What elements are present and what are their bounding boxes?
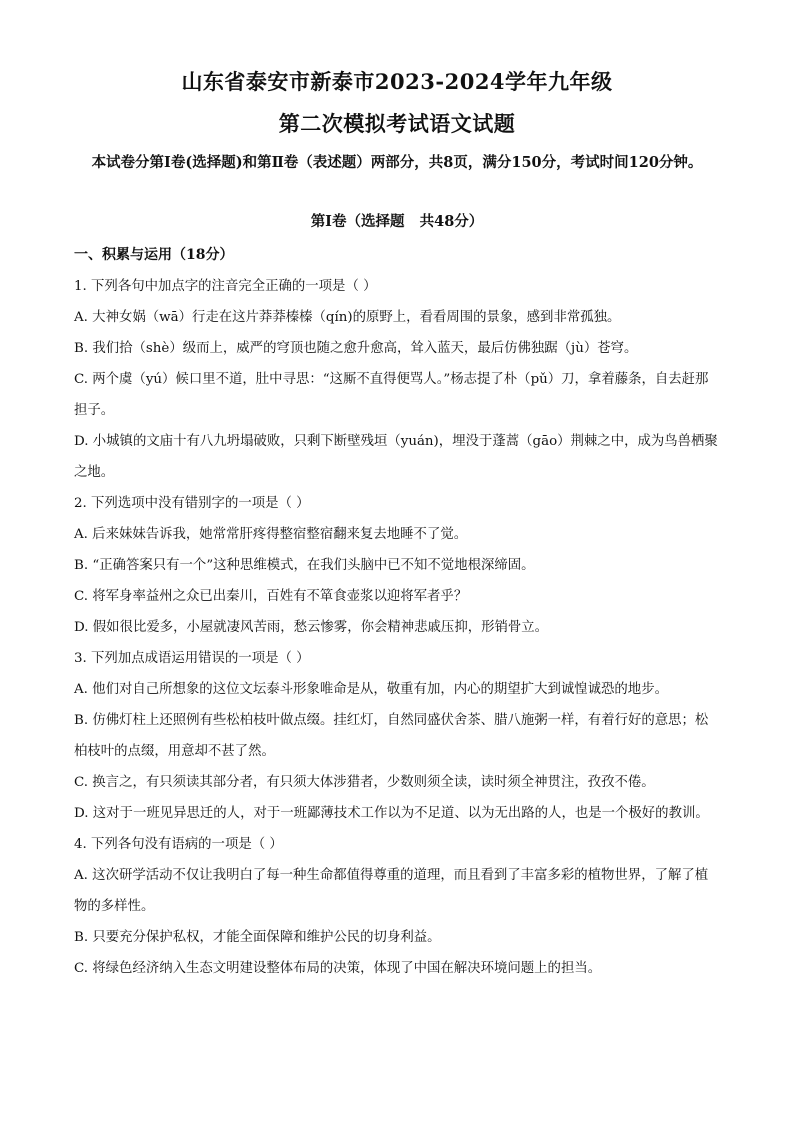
option-c: C. 将绿色经济纳入生态文明建设整体布局的决策，体现了中国在解决环境问题上的担当。	[74, 961, 602, 976]
exam-title-line1: 山东省泰安市新泰市2023-2024学年九年级	[181, 69, 613, 94]
question-stem: 3. 下列加点成语运用错误的一项是（ ）	[74, 651, 310, 666]
option-b: B. “正确答案只有一个”这种思维模式，在我们头脑中已不知不觉地根深缔固。	[74, 558, 535, 573]
option-b: B. 只要充分保护私权，才能全面保障和维护公民的切身利益。	[74, 930, 441, 945]
question-body	[74, 240, 720, 984]
option-a: A. 这次研学活动不仅让我明白了每一种生命都值得尊重的道理，而且看到了丰富多彩的植物世界，了解了植物的多样性。	[74, 868, 709, 914]
question-stem: 1. 下列各句中加点字的注音完全正确的一项是（ ）	[74, 279, 377, 294]
option-a: A. 后来妹妹告诉我，她常常肝疼得整宿整宿翻来复去地睡不了觉。	[74, 527, 468, 542]
section-heading: 一、积累与运用（18分）	[74, 247, 234, 263]
exam-instructions: 本试卷分第Ⅰ卷(选择题)和第Ⅱ卷（表述题）两部分，共8页，满分150分，考试时间120分钟。	[91, 154, 703, 171]
option-b: B. 我们拾（shè）级而上，威严的穹顶也随之愈升愈高，耸入蓝天，最后仿佛独踞（jù）苍穹。	[74, 341, 638, 356]
option-a: A. 他们对自己所想象的这位文坛泰斗形象唯命是从，敬重有加，内心的期望扩大到诚惶诚恐的地步。	[74, 682, 668, 697]
question-stem: 4. 下列各句没有语病的一项是（ ）	[74, 837, 283, 852]
part-heading: 第Ⅰ卷（选择题 共48分）	[310, 213, 484, 230]
option-b: B. 仿佛灯柱上还照例有些松柏枝叶做点缀。挂红灯，自然同盛伏舍茶、腊八施粥一样，有着行好的意思；松柏枝叶的点缀，用意却不甚了然。	[74, 713, 709, 759]
option-a: A. 大神女娲（wā）行走在这片莽莽榛榛（qín)的原野上，看看周围的景象，感到非常孤独。	[74, 310, 621, 325]
option-d: D. 小城镇的文庙十有八九坍塌破败，只剩下断壁残垣（yuán)，埋没于蓬蒿（gāo）荆棘之中，成为鸟兽栖聚之地。	[74, 434, 718, 480]
option-c: C. 将军身率益州之众已出秦川，百姓有不箪食壶浆以迎将军者乎？	[74, 589, 468, 604]
option-c: C. 两个虞（yú）候口里不道，肚中寻思：“这厮不直得便骂人。”杨志提了朴（pǔ）刀，拿着藤条，自去赶那担子。	[74, 372, 709, 418]
option-c: C. 换言之，有只须读其部分者，有只须大体涉猎者，少数则须全读，读时须全神贯注，孜孜不倦。	[74, 775, 655, 790]
option-d: D. 这对于一班见异思迁的人，对于一班鄙薄技术工作以为不足道、以为无出路的人，也是一个极好的教训。	[74, 806, 709, 821]
exam-title-line2: 第二次模拟考试语文试题	[278, 111, 516, 136]
option-d: D. 假如很比爱多，小屋就凄风苦雨，愁云惨雾，你会精神悲戚压抑，形销骨立。	[74, 620, 549, 635]
question-stem: 2. 下列选项中没有错别字的一项是（ ）	[74, 496, 310, 511]
